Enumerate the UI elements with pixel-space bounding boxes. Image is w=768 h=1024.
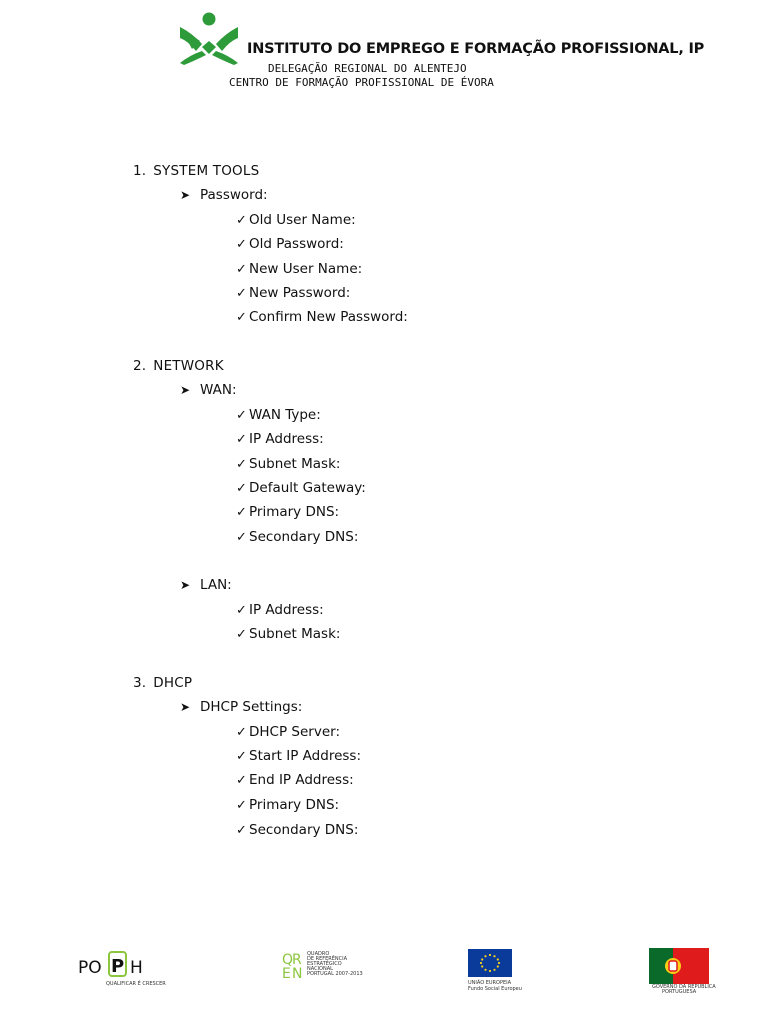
field-label: Secondary DNS: xyxy=(249,529,359,545)
section-title-system-tools xyxy=(133,163,259,179)
field-item xyxy=(236,212,356,228)
section-number: 1. xyxy=(133,163,147,179)
poph-tagline: QUALIFICAR É CRESCER xyxy=(106,981,166,987)
field-item xyxy=(236,529,358,545)
field-item xyxy=(236,431,324,447)
gov-line-1: GOVERNO DA REPÚBLICA xyxy=(652,984,716,990)
qren-logo-icon xyxy=(280,949,363,982)
field-item xyxy=(236,309,408,325)
svg-text:PO: PO xyxy=(78,958,102,978)
portugal-flag-icon xyxy=(648,947,716,995)
field-item xyxy=(236,748,361,764)
svg-text:Q: Q xyxy=(282,952,294,968)
arrowhead-icon: ➤ xyxy=(180,383,191,397)
arrowhead-icon: ➤ xyxy=(180,578,191,592)
qren-text-2: DE REFERÊNCIA xyxy=(307,956,348,962)
checkmark-icon: ✓ xyxy=(236,457,247,472)
delegation-line: DELEGAÇÃO REGIONAL DO ALENTEJO xyxy=(268,62,467,75)
arrowhead-icon: ➤ xyxy=(180,700,191,714)
iefp-logo-icon xyxy=(178,11,240,65)
svg-text:E: E xyxy=(282,966,291,982)
field-label: End IP Address: xyxy=(249,772,354,788)
eu-line-2: Fundo Social Europeu xyxy=(468,986,522,992)
group-label: WAN: xyxy=(200,382,237,398)
qren-text-5: PORTUGAL 2007-2013 xyxy=(307,971,363,977)
field-label: IP Address: xyxy=(249,602,324,618)
checkmark-icon: ✓ xyxy=(236,505,247,520)
field-label: Primary DNS: xyxy=(249,504,340,520)
checkmark-icon: ✓ xyxy=(236,749,247,764)
checkmark-icon: ✓ xyxy=(236,408,247,423)
group-dhcp-settings xyxy=(180,699,302,715)
svg-text:H: H xyxy=(130,958,143,978)
svg-text:P: P xyxy=(111,956,125,977)
field-label: New Password: xyxy=(249,285,351,301)
field-item xyxy=(236,480,366,496)
field-label: Default Gateway: xyxy=(249,480,366,496)
svg-text:N: N xyxy=(292,966,303,982)
qren-text-1: QUADRO xyxy=(307,951,330,957)
section-label: NETWORK xyxy=(153,358,224,374)
qren-text-3: ESTRATÉGICO xyxy=(307,961,342,967)
document-footer xyxy=(0,935,768,1005)
field-label: Confirm New Password: xyxy=(249,309,408,325)
center-line: CENTRO DE FORMAÇÃO PROFISSIONAL DE ÉVORA xyxy=(229,76,494,89)
field-item xyxy=(236,822,358,838)
checkmark-icon: ✓ xyxy=(236,286,247,301)
group-wan xyxy=(180,382,237,398)
checkmark-icon: ✓ xyxy=(236,530,247,545)
checkmark-icon: ✓ xyxy=(236,773,247,788)
group-label: LAN: xyxy=(200,577,232,593)
field-label: Start IP Address: xyxy=(249,748,361,764)
checkmark-icon: ✓ xyxy=(236,823,247,838)
checkmark-icon: ✓ xyxy=(236,237,247,252)
field-label: Subnet Mask: xyxy=(249,456,341,472)
checkmark-icon: ✓ xyxy=(236,603,247,618)
section-number: 3. xyxy=(133,675,147,691)
field-label: Subnet Mask: xyxy=(249,626,341,642)
checkmark-icon: ✓ xyxy=(236,213,247,228)
section-label: DHCP xyxy=(153,675,193,691)
checkmark-icon: ✓ xyxy=(236,725,247,740)
poph-logo-icon xyxy=(78,949,166,989)
checkmark-icon: ✓ xyxy=(236,798,247,813)
field-item xyxy=(236,456,340,472)
arrowhead-icon: ➤ xyxy=(180,188,191,202)
eu-line-1: UNIÃO EUROPEIA xyxy=(468,980,512,986)
field-label: Old User Name: xyxy=(249,212,356,228)
group-lan xyxy=(180,577,232,593)
field-item xyxy=(236,261,362,277)
document-header xyxy=(0,0,768,100)
field-item xyxy=(236,602,324,618)
field-item xyxy=(236,724,340,740)
field-label: IP Address: xyxy=(249,431,324,447)
gov-line-2: PORTUGUESA xyxy=(662,989,697,995)
field-item xyxy=(236,407,321,423)
group-label: Password: xyxy=(200,187,268,203)
field-item xyxy=(236,504,339,520)
field-item xyxy=(236,236,344,252)
section-number: 2. xyxy=(133,358,147,374)
checkmark-icon: ✓ xyxy=(236,262,247,277)
section-label: SYSTEM TOOLS xyxy=(153,163,260,179)
field-item xyxy=(236,285,350,301)
section-title-network xyxy=(133,358,224,374)
field-item xyxy=(236,626,340,642)
institute-title: INSTITUTO DO EMPREGO E FORMAÇÃO PROFISSIONAL, IP xyxy=(247,41,705,57)
checkmark-icon: ✓ xyxy=(236,432,247,447)
field-label: Secondary DNS: xyxy=(249,822,359,838)
checkmark-icon: ✓ xyxy=(236,310,247,325)
field-label: Old Password: xyxy=(249,236,344,252)
section-title-dhcp xyxy=(133,675,192,691)
field-label: Primary DNS: xyxy=(249,797,340,813)
checkmark-icon: ✓ xyxy=(236,627,247,642)
svg-text:R: R xyxy=(292,952,302,968)
eu-flag-icon xyxy=(467,948,529,993)
field-label: New User Name: xyxy=(249,261,363,277)
group-label: DHCP Settings: xyxy=(200,699,303,715)
checkmark-icon: ✓ xyxy=(236,481,247,496)
field-item xyxy=(236,772,354,788)
qren-text-4: NACIONAL xyxy=(307,966,333,972)
field-item xyxy=(236,797,339,813)
group-password xyxy=(180,187,268,203)
field-label: WAN Type: xyxy=(249,407,321,423)
field-label: DHCP Server: xyxy=(249,724,340,740)
